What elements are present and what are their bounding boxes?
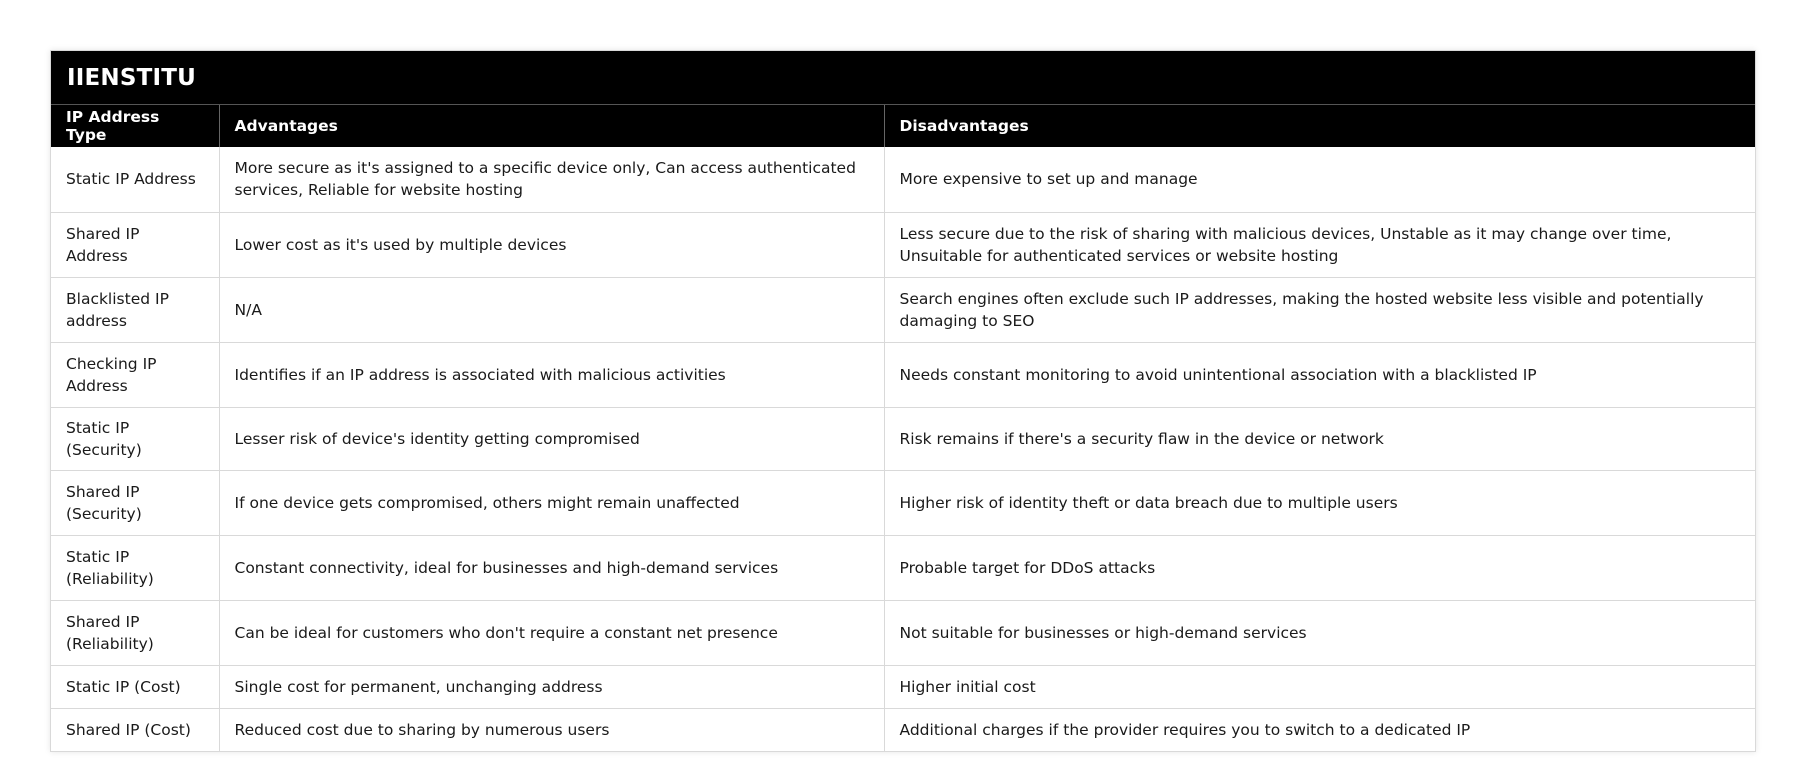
table-row [51,708,1755,751]
cell-ip-type: Static IP Address [51,147,219,212]
cell-advantages: Reduced cost due to sharing by numerous users [219,708,884,751]
cell-disadvantages: Higher risk of identity theft or data breach due to multiple users [884,470,1755,535]
cell-ip-type: Shared IP (Reliability) [51,600,219,665]
brand-title: IIENSTITU [67,64,197,91]
table-row [51,342,1755,407]
cell-ip-type: Shared IP (Cost) [51,708,219,751]
brand-header-bar [51,51,1755,105]
cell-advantages: Can be ideal for customers who don't require a constant net presence [219,600,884,665]
cell-advantages: Constant connectivity, ideal for businesses and high-demand services [219,535,884,600]
cell-ip-type: Shared IP Address [51,212,219,277]
cell-advantages: Identifies if an IP address is associated with malicious activities [219,342,884,407]
table-header [51,105,1755,147]
table-row [51,147,1755,212]
cell-advantages: If one device gets compromised, others might remain unaffected [219,470,884,535]
cell-advantages: More secure as it's assigned to a specific device only, Can access authenticated services, Reliable for website hosting [219,147,884,212]
cell-disadvantages: Probable target for DDoS attacks [884,535,1755,600]
cell-advantages: Lower cost as it's used by multiple devices [219,212,884,277]
cell-disadvantages: Needs constant monitoring to avoid unintentional association with a blacklisted IP [884,342,1755,407]
table-row [51,212,1755,277]
cell-ip-type: Shared IP (Security) [51,470,219,535]
cell-ip-type: Blacklisted IP address [51,277,219,342]
cell-ip-type: Static IP (Reliability) [51,535,219,600]
header-advantages: Advantages [219,105,884,147]
cell-ip-type: Checking IP Address [51,342,219,407]
table-row [51,600,1755,665]
ip-address-comparison-table [51,105,1755,751]
table-row [51,277,1755,342]
cell-disadvantages: More expensive to set up and manage [884,147,1755,212]
header-row [51,105,1755,147]
table-row [51,665,1755,708]
header-ip-address-type: IP Address Type [51,105,219,147]
table-row [51,407,1755,470]
table-body [51,147,1755,751]
cell-advantages: Single cost for permanent, unchanging address [219,665,884,708]
cell-disadvantages: Search engines often exclude such IP addresses, making the hosted website less visible and potentially damaging to SEO [884,277,1755,342]
comparison-table-card [50,50,1756,752]
cell-ip-type: Static IP (Cost) [51,665,219,708]
cell-ip-type: Static IP (Security) [51,407,219,470]
header-disadvantages: Disadvantages [884,105,1755,147]
table-row [51,535,1755,600]
cell-disadvantages: Less secure due to the risk of sharing with malicious devices, Unstable as it may change over time, Unsuitable for authenticated services or website hosting [884,212,1755,277]
cell-disadvantages: Higher initial cost [884,665,1755,708]
cell-disadvantages: Not suitable for businesses or high-demand services [884,600,1755,665]
cell-disadvantages: Additional charges if the provider requires you to switch to a dedicated IP [899,720,1471,739]
table-row [51,470,1755,535]
cell-advantages: N/A [219,277,884,342]
cell-advantages: Lesser risk of device's identity getting compromised [219,407,884,470]
cell-disadvantages: Risk remains if there's a security flaw in the device or network [884,407,1755,470]
